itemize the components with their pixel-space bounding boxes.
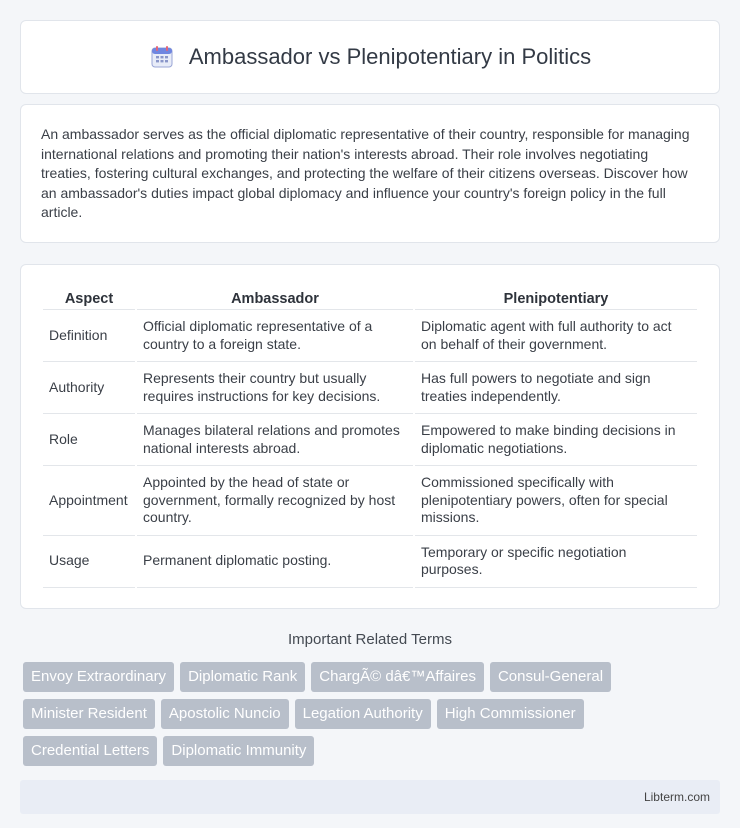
cell-aspect: Usage (43, 536, 135, 588)
page-title: Ambassador vs Plenipotentiary in Politics (188, 44, 592, 69)
footer-brand[interactable]: Libterm.com (643, 789, 710, 804)
tag-diplomatic-rank[interactable]: Diplomatic Rank (180, 662, 305, 692)
tag-credential-letters[interactable]: Credential Letters (23, 736, 157, 766)
tag-apostolic-nuncio[interactable]: Apostolic Nuncio (161, 699, 289, 729)
cell-aspect: Authority (43, 362, 135, 414)
related-terms-list (20, 662, 660, 766)
cell-ambassador: Represents their country but usually requires instructions for key decisions. (137, 362, 413, 414)
tag-minister-resident[interactable]: Minister Resident (23, 699, 155, 729)
cell-plenipotentiary: Has full powers to negotiate and sign treaties independently. (415, 362, 697, 414)
cell-ambassador: Manages bilateral relations and promotes national interests abroad. (137, 414, 413, 466)
tag-legation-authority[interactable]: Legation Authority (295, 699, 431, 729)
header-aspect: Aspect (43, 287, 135, 310)
table-header-row (43, 287, 697, 310)
cell-plenipotentiary: Commissioned specifically with plenipotentiary powers, often for special missions. (415, 466, 697, 536)
table-row (43, 414, 697, 466)
tag-diplomatic-immunity[interactable]: Diplomatic Immunity (163, 736, 314, 766)
comparison-table (41, 287, 699, 588)
cell-plenipotentiary: Diplomatic agent with full authority to act on behalf of their government. (415, 310, 697, 362)
tag-envoy-extraordinary[interactable]: Envoy Extraordinary (23, 662, 174, 692)
comparison-card (20, 264, 720, 609)
footer (20, 780, 720, 814)
table-row (43, 310, 697, 362)
table-row (43, 466, 697, 536)
cell-aspect: Role (43, 414, 135, 466)
tag-high-commissioner[interactable]: High Commissioner (437, 699, 584, 729)
cell-aspect: Definition (43, 310, 135, 362)
cell-ambassador: Permanent diplomatic posting. (137, 536, 413, 588)
calendar-icon (149, 44, 175, 70)
cell-plenipotentiary: Empowered to make binding decisions in diplomatic negotiations. (415, 414, 697, 466)
cell-plenipotentiary: Temporary or specific negotiation purposes. (415, 536, 697, 588)
header-card (20, 20, 720, 94)
header-plenipotentiary: Plenipotentiary (415, 287, 697, 310)
intro-text: An ambassador serves as the official diplomatic representative of their country, responsible for managing international relations and promoting their nation's interests abroad. Their role involves negotiating treaties, fostering cultural exchanges, and protecting the welfare of their citizens overseas. Discover how an ambassador's duties impact global diplomacy and influence your country's foreign policy in the full article. (41, 126, 690, 220)
related-terms-title: Important Related Terms (288, 630, 452, 648)
table-row (43, 536, 697, 588)
cell-ambassador: Appointed by the head of state or government, formally recognized by host country. (137, 466, 413, 536)
cell-ambassador: Official diplomatic representative of a country to a foreign state. (137, 310, 413, 362)
tag-charge-daffaires[interactable]: ChargÃ© dâ€™Affaires (311, 662, 484, 692)
header-ambassador: Ambassador (137, 287, 413, 310)
table-row (43, 362, 697, 414)
intro-card (20, 104, 720, 243)
tag-consul-general[interactable]: Consul-General (490, 662, 611, 692)
cell-aspect: Appointment (43, 466, 135, 536)
